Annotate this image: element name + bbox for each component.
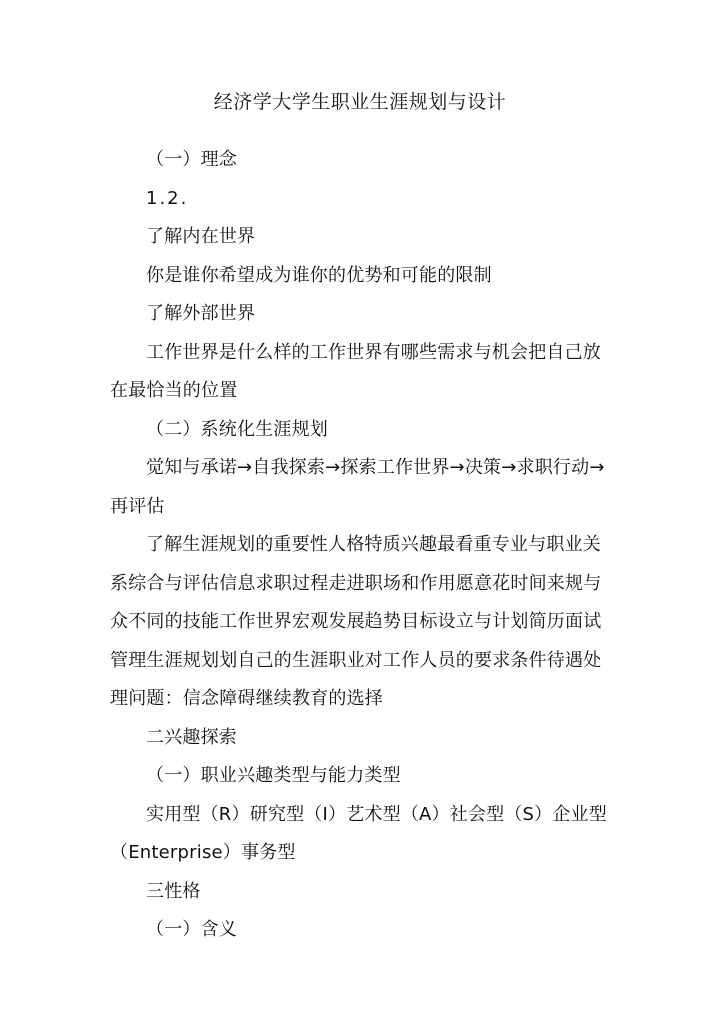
paragraph-inner-world: 了解内在世界 bbox=[146, 226, 256, 247]
paragraph-work-world: 工作世界是什么样的工作世界有哪些需求与机会把自己放在最恰当的位置 bbox=[110, 341, 601, 401]
section-heading-personality: 三性格 bbox=[146, 880, 201, 902]
subsection-heading-meaning: （一）含义 bbox=[146, 919, 237, 940]
numbered-line: 1.2. bbox=[146, 187, 189, 209]
section-heading-interest: 二兴趣探索 bbox=[146, 726, 237, 748]
paragraph-interest-types: 实用型（R）研究型（I）艺术型（A）社会型（S）企业型（Enterprise）事务型 bbox=[110, 803, 607, 863]
document-title: 经济学大学生职业生涯规划与设计 bbox=[213, 91, 507, 113]
paragraph-outer-world: 了解外部世界 bbox=[146, 303, 256, 324]
document-body bbox=[110, 141, 615, 950]
paragraph-planning-details: 了解生涯规划的重要性人格特质兴趣最看重专业与职业关系综合与评估信息求职过程走进职场和作用愿意花时间来规与众不同的技能工作世界宏观发展趋势目标设立与计划简历面试管理生涯规划划自己的生涯职业对工作人员的要求条件待遇处理问题：信念障碍继续教育的选择 bbox=[110, 534, 602, 709]
section-heading-concept: （一）理念 bbox=[146, 149, 237, 170]
paragraph-planning-flow: 觉知与承诺→自我探索→探索工作世界→决策→求职行动→再评估 bbox=[110, 457, 605, 517]
paragraph-who-are-you: 你是谁你希望成为谁你的优势和可能的限制 bbox=[146, 264, 492, 286]
subsection-heading-interest-types: （一）职业兴趣类型与能力类型 bbox=[146, 765, 401, 786]
section-heading-systematic-planning: （二）系统化生涯规划 bbox=[146, 418, 328, 440]
